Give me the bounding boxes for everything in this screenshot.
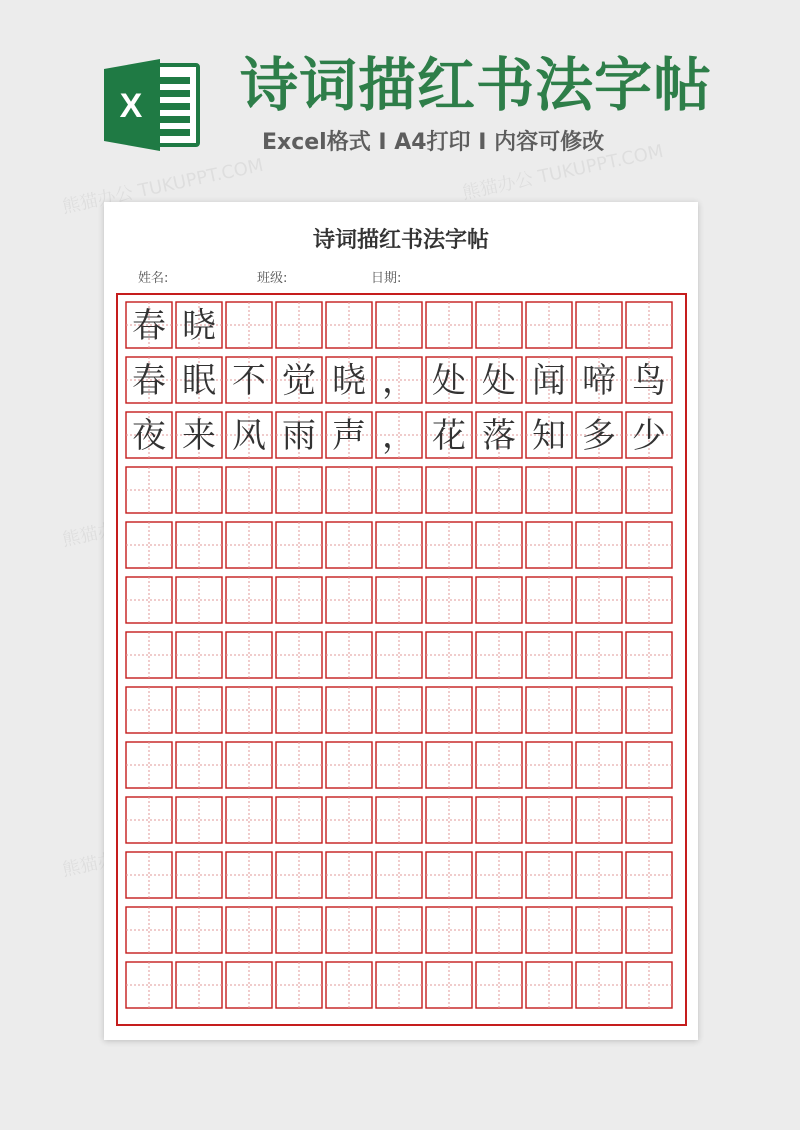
grid-cell[interactable] bbox=[126, 907, 172, 953]
grid-character: 不 bbox=[232, 361, 266, 401]
grid-cell[interactable] bbox=[326, 687, 372, 733]
grid-cell[interactable] bbox=[126, 467, 172, 513]
grid-cell[interactable] bbox=[576, 797, 622, 843]
grid-cell[interactable] bbox=[226, 687, 272, 733]
grid-cell[interactable] bbox=[526, 467, 572, 513]
grid-cell[interactable] bbox=[476, 522, 522, 568]
grid-character: ， bbox=[382, 416, 416, 456]
grid-cell[interactable] bbox=[326, 797, 372, 843]
grid-cell[interactable] bbox=[326, 577, 372, 623]
grid-cell[interactable] bbox=[576, 632, 622, 678]
grid-cell[interactable] bbox=[126, 577, 172, 623]
banner bbox=[0, 0, 800, 190]
grid-cell[interactable] bbox=[376, 687, 422, 733]
grid-cell[interactable] bbox=[326, 302, 372, 348]
grid-cell[interactable] bbox=[376, 522, 422, 568]
grid-character: 花 bbox=[432, 416, 466, 456]
grid-cell[interactable] bbox=[476, 467, 522, 513]
grid-cell[interactable] bbox=[426, 687, 472, 733]
grid-cell[interactable] bbox=[226, 632, 272, 678]
grid-cell[interactable] bbox=[476, 577, 522, 623]
date-field-label[interactable]: 日期: bbox=[371, 271, 402, 286]
grid-cell[interactable] bbox=[376, 962, 422, 1008]
grid-cell[interactable] bbox=[526, 742, 572, 788]
tian-zi-grid bbox=[124, 300, 674, 1020]
grid-character: 声 bbox=[332, 416, 366, 456]
grid-cell[interactable] bbox=[276, 632, 322, 678]
grid-cell[interactable] bbox=[376, 852, 422, 898]
grid-cell[interactable] bbox=[276, 852, 322, 898]
name-field-label[interactable]: 姓名: bbox=[138, 271, 169, 286]
sheet-title: 诗词描红书法字帖 bbox=[312, 228, 489, 253]
watermark: 熊猫办公 bbox=[60, 515, 136, 552]
grid-cell[interactable] bbox=[326, 522, 372, 568]
grid-cell[interactable] bbox=[176, 522, 222, 568]
grid-cell[interactable] bbox=[326, 907, 372, 953]
grid-cell[interactable] bbox=[126, 852, 172, 898]
grid-cell[interactable] bbox=[626, 577, 672, 623]
grid-cell[interactable] bbox=[376, 467, 422, 513]
grid-cell[interactable] bbox=[576, 522, 622, 568]
grid-cell[interactable] bbox=[426, 632, 472, 678]
grid-cell[interactable] bbox=[226, 797, 272, 843]
grid-cell[interactable] bbox=[426, 577, 472, 623]
grid-cell[interactable] bbox=[426, 522, 472, 568]
grid-cell[interactable] bbox=[276, 687, 322, 733]
grid-cell[interactable] bbox=[276, 742, 322, 788]
grid-cell[interactable] bbox=[276, 302, 322, 348]
grid-cell[interactable] bbox=[226, 522, 272, 568]
grid-cell[interactable] bbox=[226, 577, 272, 623]
grid-cell[interactable] bbox=[476, 687, 522, 733]
grid-cell[interactable] bbox=[176, 907, 222, 953]
grid-cell[interactable] bbox=[376, 632, 422, 678]
grid-cell[interactable] bbox=[626, 742, 672, 788]
grid-character: 风 bbox=[232, 416, 266, 456]
grid-cell[interactable] bbox=[276, 797, 322, 843]
grid-character: 来 bbox=[182, 416, 216, 456]
grid-cell[interactable] bbox=[476, 962, 522, 1008]
grid-cell[interactable] bbox=[476, 742, 522, 788]
grid-cell[interactable] bbox=[426, 962, 472, 1008]
grid-cell[interactable] bbox=[226, 852, 272, 898]
grid-cell[interactable] bbox=[226, 742, 272, 788]
grid-character: 鸟 bbox=[632, 361, 666, 401]
grid-cell[interactable] bbox=[576, 467, 622, 513]
grid-cell[interactable] bbox=[426, 742, 472, 788]
grid-cell[interactable] bbox=[576, 577, 622, 623]
grid-cell[interactable] bbox=[326, 742, 372, 788]
worksheet bbox=[104, 202, 698, 1040]
grid-cell[interactable] bbox=[176, 797, 222, 843]
grid-cell[interactable] bbox=[526, 632, 572, 678]
grid-character: 夜 bbox=[132, 416, 166, 456]
grid-cell[interactable] bbox=[626, 907, 672, 953]
grid-cell[interactable] bbox=[226, 302, 272, 348]
grid-cell[interactable] bbox=[226, 907, 272, 953]
grid-cell[interactable] bbox=[626, 632, 672, 678]
grid-cell[interactable] bbox=[126, 632, 172, 678]
grid-cell[interactable] bbox=[326, 632, 372, 678]
grid-cell[interactable] bbox=[276, 522, 322, 568]
grid-cell[interactable] bbox=[126, 797, 172, 843]
grid-cell[interactable] bbox=[376, 742, 422, 788]
grid-cell[interactable] bbox=[226, 467, 272, 513]
grid-cell[interactable] bbox=[276, 467, 322, 513]
grid-cell[interactable] bbox=[426, 467, 472, 513]
grid-cell[interactable] bbox=[576, 962, 622, 1008]
grid-cell[interactable] bbox=[626, 687, 672, 733]
grid-cell[interactable] bbox=[426, 797, 472, 843]
grid-cell[interactable] bbox=[626, 302, 672, 348]
grid-cell[interactable] bbox=[276, 962, 322, 1008]
grid-cell[interactable] bbox=[176, 577, 222, 623]
grid-cell[interactable] bbox=[226, 962, 272, 1008]
grid-cell[interactable] bbox=[476, 632, 522, 678]
grid-character: 啼 bbox=[582, 361, 616, 401]
grid-character: ， bbox=[382, 361, 416, 401]
grid-cell[interactable] bbox=[126, 687, 172, 733]
grid-cell[interactable] bbox=[176, 962, 222, 1008]
grid-character: 雨 bbox=[282, 416, 316, 456]
grid-cell[interactable] bbox=[526, 687, 572, 733]
grid-cell[interactable] bbox=[476, 302, 522, 348]
grid-character: 觉 bbox=[282, 361, 316, 401]
grid-cell[interactable] bbox=[426, 907, 472, 953]
grid-cell[interactable] bbox=[526, 797, 572, 843]
grid-cell[interactable] bbox=[526, 907, 572, 953]
grid-cell[interactable] bbox=[326, 852, 372, 898]
grid-cell[interactable] bbox=[276, 577, 322, 623]
grid-cell[interactable] bbox=[326, 467, 372, 513]
grid-cell[interactable] bbox=[526, 852, 572, 898]
grid-cell[interactable] bbox=[526, 962, 572, 1008]
grid-cell[interactable] bbox=[176, 687, 222, 733]
grid-cell[interactable] bbox=[326, 962, 372, 1008]
grid-character: 春 bbox=[132, 361, 166, 401]
excel-icon bbox=[104, 57, 204, 153]
grid-cell[interactable] bbox=[526, 302, 572, 348]
grid-cell[interactable] bbox=[126, 742, 172, 788]
grid-cell[interactable] bbox=[476, 852, 522, 898]
grid-character: 多 bbox=[582, 416, 616, 456]
watermark: 熊猫办公 TUKUPPT.COM bbox=[460, 140, 666, 205]
grid-cell[interactable] bbox=[176, 742, 222, 788]
grid-cell[interactable] bbox=[526, 577, 572, 623]
grid-cell[interactable] bbox=[626, 797, 672, 843]
grid-character: 少 bbox=[632, 416, 666, 456]
excel-logo-letter: X bbox=[119, 87, 143, 125]
grid-character: 晓 bbox=[332, 361, 366, 401]
grid-cell[interactable] bbox=[376, 577, 422, 623]
grid-cell[interactable] bbox=[576, 302, 622, 348]
grid-character: 处 bbox=[482, 361, 516, 401]
grid-cell[interactable] bbox=[576, 852, 622, 898]
grid-cell[interactable] bbox=[126, 522, 172, 568]
grid-cell[interactable] bbox=[176, 467, 222, 513]
grid-cell[interactable] bbox=[476, 907, 522, 953]
grid-cell[interactable] bbox=[576, 687, 622, 733]
grid-cell[interactable] bbox=[276, 907, 322, 953]
grid-cell[interactable] bbox=[426, 852, 472, 898]
grid-cell[interactable] bbox=[626, 852, 672, 898]
grid-character: 落 bbox=[482, 416, 516, 456]
grid-cell[interactable] bbox=[626, 962, 672, 1008]
grid-cell[interactable] bbox=[626, 522, 672, 568]
grid-cell[interactable] bbox=[626, 467, 672, 513]
grid-cell[interactable] bbox=[376, 302, 422, 348]
grid-cell[interactable] bbox=[376, 797, 422, 843]
grid-cell[interactable] bbox=[476, 797, 522, 843]
grid-cell[interactable] bbox=[426, 302, 472, 348]
grid-character: 处 bbox=[432, 361, 466, 401]
class-field-label[interactable]: 班级: bbox=[257, 271, 288, 286]
grid-cell[interactable] bbox=[176, 852, 222, 898]
grid-cell[interactable] bbox=[126, 962, 172, 1008]
grid-character: 晓 bbox=[182, 306, 216, 346]
grid-character: 知 bbox=[532, 416, 566, 456]
grid-cell[interactable] bbox=[576, 907, 622, 953]
grid-cell[interactable] bbox=[376, 907, 422, 953]
watermark: 熊猫办公 TUKUPPT.COM bbox=[60, 154, 266, 219]
grid-cell[interactable] bbox=[526, 522, 572, 568]
grid-character: 眠 bbox=[182, 361, 216, 401]
grid-cell[interactable] bbox=[176, 632, 222, 678]
watermark: 熊猫办公 bbox=[60, 845, 136, 882]
grid-character: 闻 bbox=[532, 361, 566, 401]
banner-title: 诗词描红书法字帖 bbox=[240, 51, 713, 119]
grid-cell[interactable] bbox=[576, 742, 622, 788]
grid-character: 春 bbox=[132, 306, 166, 346]
banner-subtitle: Excel格式 I A4打印 I 内容可修改 bbox=[262, 130, 605, 155]
